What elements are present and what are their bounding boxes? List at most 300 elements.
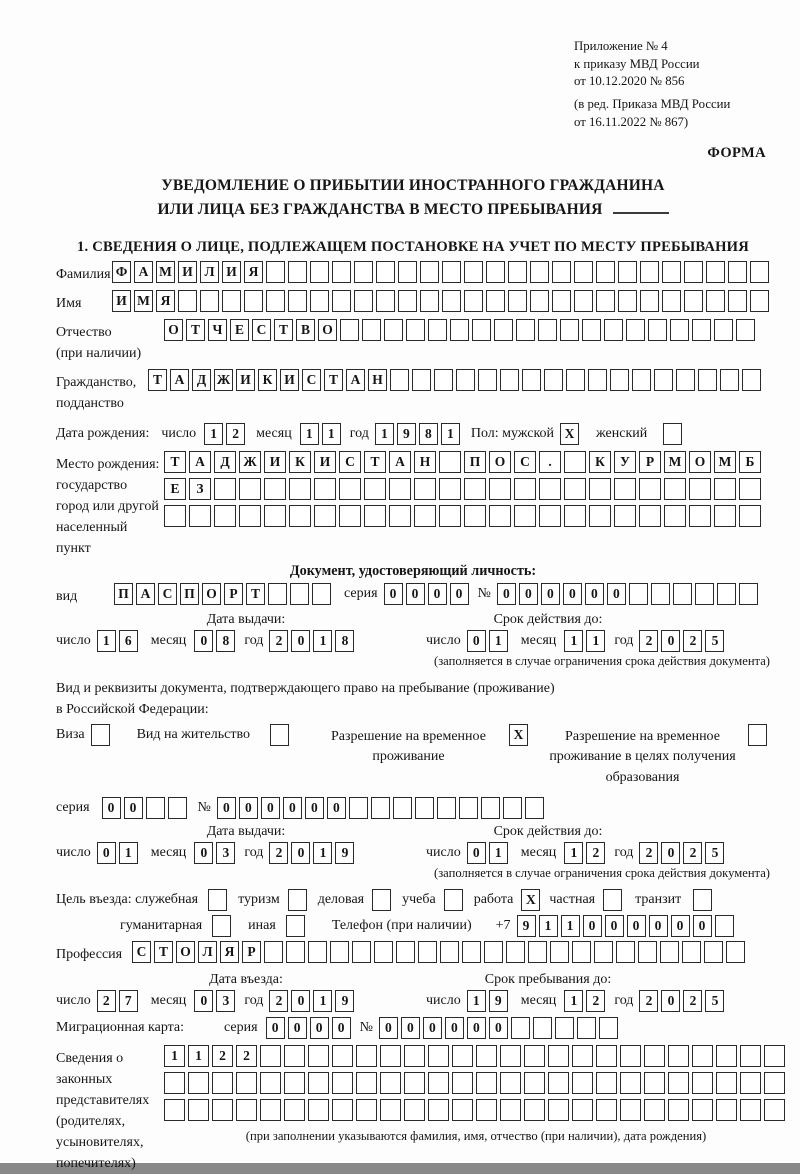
purpose-tourism-checkbox[interactable] [288,889,310,911]
char-cell[interactable]: И [264,451,286,473]
char-cell[interactable]: 3 [216,990,235,1012]
char-cell[interactable] [689,478,711,500]
char-cell[interactable] [288,290,307,312]
char-cell[interactable]: 2 [269,630,288,652]
char-cell[interactable] [268,583,287,605]
char-cell[interactable]: 0 [327,797,346,819]
char-cell[interactable] [376,261,395,283]
char-cell[interactable] [640,261,659,283]
char-cell[interactable] [486,290,505,312]
char-cell[interactable] [740,1099,761,1121]
char-cell[interactable]: 0 [467,630,486,652]
char-cell[interactable]: 0 [97,842,116,864]
title-blank-underline[interactable] [613,199,669,214]
char-cell[interactable]: Д [214,451,236,473]
char-cell[interactable]: М [156,261,175,283]
char-cell[interactable]: 0 [305,797,324,819]
char-cell[interactable] [404,1099,425,1121]
char-cell[interactable] [736,319,755,341]
char-cell[interactable] [664,478,686,500]
char-cell[interactable]: 0 [332,1017,351,1039]
char-cell[interactable] [212,1072,233,1094]
char-cell[interactable] [476,1099,497,1121]
char-cell[interactable]: Р [224,583,243,605]
char-cell[interactable]: 1 [564,990,583,1012]
char-cell[interactable]: 9 [517,915,536,937]
char-cell[interactable]: 1 [313,842,332,864]
char-cell[interactable] [464,261,483,283]
char-cell[interactable] [574,261,593,283]
char-cell[interactable]: 1 [441,423,460,445]
char-cell[interactable] [564,451,586,473]
char-cell[interactable] [380,1099,401,1121]
char-cell[interactable] [618,261,637,283]
char-cell[interactable] [434,369,453,391]
char-cell[interactable]: С [339,451,361,473]
char-cell[interactable]: 2 [639,990,658,1012]
char-cell[interactable]: 8 [419,423,438,445]
char-cell[interactable] [682,941,701,963]
char-cell[interactable] [494,319,513,341]
char-cell[interactable]: 0 [124,797,143,819]
char-cell[interactable]: 8 [335,630,354,652]
char-cell[interactable]: А [389,451,411,473]
char-cell[interactable]: О [202,583,221,605]
char-cell[interactable] [572,1045,593,1067]
char-cell[interactable] [356,1045,377,1067]
char-cell[interactable] [266,290,285,312]
birthplace-cells-row1[interactable] [164,451,764,473]
char-cell[interactable]: 0 [450,583,469,605]
char-cell[interactable]: П [464,451,486,473]
char-cell[interactable] [684,290,703,312]
char-cell[interactable]: 1 [119,842,138,864]
char-cell[interactable]: Я [220,941,239,963]
char-cell[interactable] [164,1072,185,1094]
birthplace-cells-row2[interactable] [164,478,764,500]
char-cell[interactable] [698,369,717,391]
char-cell[interactable]: Т [164,451,186,473]
doc-issue-day-cells[interactable] [97,630,141,652]
char-cell[interactable] [212,1099,233,1121]
char-cell[interactable] [638,941,657,963]
char-cell[interactable]: П [114,583,133,605]
char-cell[interactable]: 0 [239,797,258,819]
char-cell[interactable]: 2 [269,842,288,864]
char-cell[interactable] [506,941,525,963]
char-cell[interactable] [393,797,412,819]
char-cell[interactable] [236,1099,257,1121]
char-cell[interactable] [632,369,651,391]
char-cell[interactable]: 0 [583,915,602,937]
char-cell[interactable] [676,369,695,391]
char-cell[interactable] [376,290,395,312]
char-cell[interactable]: 2 [639,630,658,652]
stay-month-cells[interactable] [564,990,608,1012]
char-cell[interactable] [588,369,607,391]
char-cell[interactable]: Ж [214,369,233,391]
char-cell[interactable] [208,889,227,911]
char-cell[interactable] [524,1072,545,1094]
char-cell[interactable] [380,1072,401,1094]
char-cell[interactable] [524,1045,545,1067]
char-cell[interactable] [739,505,761,527]
char-cell[interactable]: . [539,451,561,473]
char-cell[interactable]: 7 [119,990,138,1012]
char-cell[interactable]: Я [244,261,263,283]
char-cell[interactable] [364,478,386,500]
char-cell[interactable]: Ф [112,261,131,283]
char-cell[interactable] [332,1072,353,1094]
char-cell[interactable]: О [176,941,195,963]
char-cell[interactable] [668,1072,689,1094]
char-cell[interactable] [442,290,461,312]
char-cell[interactable] [715,915,734,937]
char-cell[interactable] [414,478,436,500]
char-cell[interactable] [639,478,661,500]
char-cell[interactable] [339,505,361,527]
char-cell[interactable]: С [302,369,321,391]
char-cell[interactable]: И [236,369,255,391]
char-cell[interactable] [693,889,712,911]
char-cell[interactable] [673,583,692,605]
char-cell[interactable] [330,941,349,963]
char-cell[interactable] [452,1072,473,1094]
char-cell[interactable] [596,261,615,283]
char-cell[interactable]: 0 [401,1017,420,1039]
char-cell[interactable] [414,505,436,527]
char-cell[interactable] [420,261,439,283]
purpose-official-checkbox[interactable] [208,889,230,911]
char-cell[interactable] [644,1072,665,1094]
char-cell[interactable] [486,261,505,283]
char-cell[interactable] [239,478,261,500]
char-cell[interactable]: 0 [194,990,213,1012]
char-cell[interactable]: 0 [445,1017,464,1039]
char-cell[interactable] [572,941,591,963]
char-cell[interactable] [404,1072,425,1094]
char-cell[interactable] [310,290,329,312]
char-cell[interactable]: 2 [236,1045,257,1067]
char-cell[interactable] [308,941,327,963]
char-cell[interactable] [371,797,390,819]
char-cell[interactable] [452,1099,473,1121]
char-cell[interactable]: 1 [564,842,583,864]
mig-number-cells[interactable] [379,1017,621,1039]
char-cell[interactable]: 0 [261,797,280,819]
char-cell[interactable]: К [289,451,311,473]
char-cell[interactable] [286,941,305,963]
char-cell[interactable] [572,1099,593,1121]
char-cell[interactable]: С [514,451,536,473]
char-cell[interactable] [339,478,361,500]
char-cell[interactable] [750,261,769,283]
char-cell[interactable]: И [112,290,131,312]
char-cell[interactable]: 5 [705,842,724,864]
purpose-study-checkbox[interactable] [444,889,466,911]
sex-female-checkbox[interactable] [663,423,685,445]
char-cell[interactable] [614,478,636,500]
char-cell[interactable] [444,889,463,911]
char-cell[interactable] [442,261,461,283]
char-cell[interactable] [662,290,681,312]
char-cell[interactable] [389,505,411,527]
char-cell[interactable] [332,290,351,312]
char-cell[interactable] [596,290,615,312]
char-cell[interactable] [589,505,611,527]
char-cell[interactable] [472,319,491,341]
char-cell[interactable] [704,941,723,963]
char-cell[interactable]: 5 [705,630,724,652]
char-cell[interactable] [692,1045,713,1067]
permit-issue-year-cells[interactable] [269,842,357,864]
char-cell[interactable]: И [222,261,241,283]
char-cell[interactable] [314,478,336,500]
char-cell[interactable]: О [489,451,511,473]
doc-series-cells[interactable] [384,583,472,605]
char-cell[interactable] [668,1045,689,1067]
char-cell[interactable]: 0 [102,797,121,819]
char-cell[interactable] [644,1099,665,1121]
residence-permit-checkbox[interactable] [270,724,292,746]
char-cell[interactable]: 0 [288,1017,307,1039]
char-cell[interactable] [548,1045,569,1067]
char-cell[interactable] [212,915,231,937]
char-cell[interactable] [476,1072,497,1094]
char-cell[interactable]: 1 [467,990,486,1012]
char-cell[interactable] [260,1099,281,1121]
char-cell[interactable] [188,1072,209,1094]
char-cell[interactable]: У [614,451,636,473]
char-cell[interactable]: С [158,583,177,605]
char-cell[interactable]: М [664,451,686,473]
char-cell[interactable]: И [314,451,336,473]
char-cell[interactable] [548,1072,569,1094]
char-cell[interactable] [164,1099,185,1121]
char-cell[interactable]: 0 [585,583,604,605]
char-cell[interactable] [349,797,368,819]
char-cell[interactable] [352,941,371,963]
char-cell[interactable]: X [560,423,579,445]
char-cell[interactable] [464,505,486,527]
char-cell[interactable]: 8 [216,630,235,652]
char-cell[interactable] [384,319,403,341]
representatives-cells-row2[interactable] [164,1072,788,1094]
citizenship-cells[interactable] [148,369,764,391]
char-cell[interactable]: 9 [489,990,508,1012]
char-cell[interactable] [764,1099,785,1121]
char-cell[interactable] [289,505,311,527]
surname-cells[interactable] [112,261,772,283]
char-cell[interactable] [308,1072,329,1094]
char-cell[interactable]: 3 [216,842,235,864]
char-cell[interactable] [692,1072,713,1094]
char-cell[interactable]: 2 [683,842,702,864]
char-cell[interactable] [456,369,475,391]
char-cell[interactable] [550,941,569,963]
char-cell[interactable] [717,583,736,605]
char-cell[interactable]: 0 [605,915,624,937]
char-cell[interactable] [332,1099,353,1121]
char-cell[interactable]: В [296,319,315,341]
doc-valid-year-cells[interactable] [639,630,727,652]
char-cell[interactable] [398,261,417,283]
char-cell[interactable]: Т [274,319,293,341]
char-cell[interactable]: А [346,369,365,391]
char-cell[interactable] [239,505,261,527]
char-cell[interactable] [695,583,714,605]
char-cell[interactable] [599,1017,618,1039]
char-cell[interactable] [437,797,456,819]
char-cell[interactable] [648,319,667,341]
char-cell[interactable] [610,369,629,391]
char-cell[interactable] [356,1099,377,1121]
char-cell[interactable]: М [714,451,736,473]
char-cell[interactable] [560,319,579,341]
birth-month-cells[interactable] [300,423,344,445]
char-cell[interactable] [372,889,391,911]
doc-valid-day-cells[interactable] [467,630,511,652]
char-cell[interactable]: 0 [693,915,712,937]
char-cell[interactable] [489,478,511,500]
char-cell[interactable] [168,797,187,819]
char-cell[interactable]: 0 [194,842,213,864]
char-cell[interactable] [464,290,483,312]
char-cell[interactable] [266,261,285,283]
char-cell[interactable]: 1 [489,842,508,864]
char-cell[interactable]: 2 [683,630,702,652]
char-cell[interactable]: 1 [561,915,580,937]
char-cell[interactable] [312,583,331,605]
char-cell[interactable] [528,941,547,963]
char-cell[interactable] [614,505,636,527]
char-cell[interactable] [450,319,469,341]
char-cell[interactable] [572,1072,593,1094]
char-cell[interactable] [439,478,461,500]
sex-male-checkbox[interactable] [560,423,582,445]
char-cell[interactable] [670,319,689,341]
permit-valid-month-cells[interactable] [564,842,608,864]
char-cell[interactable] [530,290,549,312]
char-cell[interactable] [516,319,535,341]
char-cell[interactable]: 1 [586,630,605,652]
char-cell[interactable] [214,478,236,500]
char-cell[interactable] [462,941,481,963]
char-cell[interactable] [189,505,211,527]
char-cell[interactable] [188,1099,209,1121]
char-cell[interactable]: О [318,319,337,341]
char-cell[interactable] [390,369,409,391]
char-cell[interactable] [574,290,593,312]
char-cell[interactable] [654,369,673,391]
char-cell[interactable]: 2 [683,990,702,1012]
char-cell[interactable]: Ч [208,319,227,341]
char-cell[interactable] [356,1072,377,1094]
char-cell[interactable]: М [134,290,153,312]
char-cell[interactable] [714,478,736,500]
char-cell[interactable]: 1 [97,630,116,652]
char-cell[interactable]: Т [364,451,386,473]
char-cell[interactable] [692,1099,713,1121]
char-cell[interactable] [332,1045,353,1067]
char-cell[interactable] [644,1045,665,1067]
char-cell[interactable]: 0 [563,583,582,605]
char-cell[interactable] [428,1045,449,1067]
birth-day-cells[interactable] [204,423,248,445]
char-cell[interactable] [539,478,561,500]
char-cell[interactable]: 0 [661,842,680,864]
char-cell[interactable] [720,369,739,391]
char-cell[interactable]: 1 [539,915,558,937]
char-cell[interactable] [620,1099,641,1121]
purpose-work-checkbox[interactable] [521,889,543,911]
char-cell[interactable] [244,290,263,312]
char-cell[interactable] [589,478,611,500]
char-cell[interactable]: 0 [661,990,680,1012]
char-cell[interactable] [620,1072,641,1094]
char-cell[interactable] [555,1017,574,1039]
char-cell[interactable] [716,1045,737,1067]
char-cell[interactable] [340,319,359,341]
char-cell[interactable] [716,1072,737,1094]
char-cell[interactable]: 1 [313,630,332,652]
char-cell[interactable] [428,319,447,341]
char-cell[interactable] [200,290,219,312]
char-cell[interactable] [362,319,381,341]
permit-valid-day-cells[interactable] [467,842,511,864]
char-cell[interactable] [651,583,670,605]
char-cell[interactable] [564,478,586,500]
char-cell[interactable] [660,941,679,963]
phone-cells[interactable] [517,915,737,937]
char-cell[interactable] [478,369,497,391]
stay-day-cells[interactable] [467,990,511,1012]
char-cell[interactable]: 0 [428,583,447,605]
char-cell[interactable] [481,797,500,819]
char-cell[interactable] [668,1099,689,1121]
char-cell[interactable]: Б [739,451,761,473]
char-cell[interactable]: 0 [467,842,486,864]
char-cell[interactable]: Т [324,369,343,391]
char-cell[interactable]: С [132,941,151,963]
char-cell[interactable]: 1 [489,630,508,652]
char-cell[interactable] [538,319,557,341]
char-cell[interactable] [428,1099,449,1121]
char-cell[interactable] [288,889,307,911]
entry-year-cells[interactable] [269,990,357,1012]
char-cell[interactable] [308,1045,329,1067]
char-cell[interactable] [616,941,635,963]
char-cell[interactable] [404,1045,425,1067]
char-cell[interactable] [270,724,289,746]
char-cell[interactable]: 2 [212,1045,233,1067]
char-cell[interactable]: Я [156,290,175,312]
char-cell[interactable] [564,505,586,527]
purpose-transit-checkbox[interactable] [693,889,715,911]
char-cell[interactable] [514,478,536,500]
char-cell[interactable]: 1 [188,1045,209,1067]
char-cell[interactable] [533,1017,552,1039]
char-cell[interactable]: 9 [335,990,354,1012]
char-cell[interactable]: 0 [423,1017,442,1039]
char-cell[interactable] [740,1045,761,1067]
profession-cells[interactable] [132,941,748,963]
char-cell[interactable] [639,505,661,527]
char-cell[interactable] [500,369,519,391]
char-cell[interactable]: 0 [266,1017,285,1039]
char-cell[interactable]: Н [414,451,436,473]
char-cell[interactable]: 0 [661,630,680,652]
